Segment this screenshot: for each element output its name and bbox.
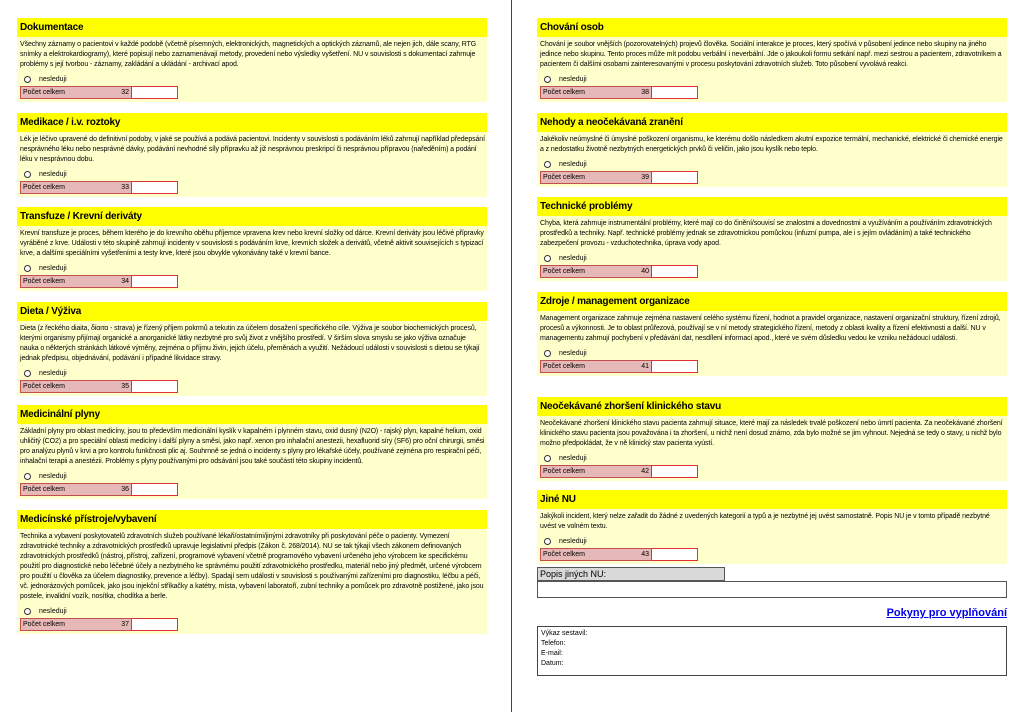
radio-button[interactable] [24,171,31,178]
total-count-row [540,360,698,373]
reporter-date[interactable]: Datum: [541,660,564,667]
total-count-label: Počet celkem [540,86,652,99]
total-count-label: Počet celkem [20,275,132,288]
category-section-1 [537,18,1007,102]
total-count-row [20,380,178,393]
total-count-input[interactable] [131,275,178,288]
section-title: Nehody a neočekávaná zranění [537,113,1007,132]
section-description: Základní plyny pro oblast medicíny, jsou to především medicinální kyslík v kapalném i plynném stavu, oxid dusný (N2O) - rajský plyn, kapalné helium, oxid uhličitý (CO2) a pro speciální oblasti medicíny i další plyny a směsi, jako např. xenon pro inhalační anestezii, hexafluorid síry (SF6) pro oční chirurgii, směsi pro analýzu plynů v krvi a pro kontrolu funkčnosti plic aj. Souhrnně se jedná o incidenty s plyny pro lékařské účely, používané zejména pro respirační péči, inhalační terapii a anestézii. Problémy s plyny používanými pro odsávání jsou také součástí této skupiny incidentů. [20,428,485,465]
total-count-label: Počet celkem [20,181,132,194]
total-count-label: Počet celkem [540,548,652,561]
radio-button[interactable] [544,76,551,83]
total-count-input[interactable] [131,618,178,631]
section-description: Neočekávané zhoršení klinického stavu pacienta zahrnují situace, které mají za následek trvalé poškození nebo úmrtí pacienta. Za neočekávané zhoršení klinického stavu pacienta jsou považována i ta zhoršení, u nichž není dosud známo, zda bylo možné se jim vyhnout. Nejedná se tedy o stavy, u nichž bylo možno předpokládat, že v ně klinický stav pacienta vyústí. [540,420,1003,447]
total-count-code: 35 [121,383,129,390]
section-body [537,216,1007,281]
radio-button[interactable] [544,455,551,462]
radio-label: nesleduji [39,264,67,272]
not-tracked-option[interactable] [540,347,1005,359]
total-count-code: 33 [121,184,129,191]
section-description: Jakýkoli incident, který nelze zařadit do žádné z uvedených kategorií a typů a je nezbytné jej uvést samostatně. Popis NU je v tomto případě nezbytné uvést ve volném textu. [540,513,990,530]
other-description-label: Popis jiných NU: [537,567,725,581]
other-description [537,567,725,598]
total-count-code: 43 [641,551,649,558]
total-count-input[interactable] [131,380,178,393]
not-tracked-option[interactable] [20,168,485,180]
section-description: Technika a vybavení poskytovatelů zdravotních služeb používané lékaři/ostatními/jinými zdravotníky při poskytování péče o pacienty. Vymezení zdravotnické techniky a zdravotnických prostředků upravuje legislativní předpis (Zákon č. 268/2014). NU se tak týkají všech zákonem definovaných zdravotnických prostředků (nástroj, přístroj, zařízení, programové vybavení včetně programového vybavení určeného jeho výrobcem ke specifickému použití pro diagnostické nebo léčebné účely a nezbytného ke správnému použití zdravotnického prostředku, materiál nebo jiný předmět, určené výrobcem pro použití u člověka za účelem diagnostiky, prevence a léčby). Spadají sem události v souvislosti s používanými zařízeními pro diagnostiku, léčbu a péči, vč. jednorázových pomůcek, jako jsou injekční stříkačky a katétry, místa, vybavení laboratoří, zubní techniky a pomůcek pro zdravotně postižené, jako jsou postele, invalidní vozík, nosítka, chodítka a berle. [20,533,484,600]
section-title: Dokumentace [17,18,487,37]
section-title: Chování osob [537,18,1007,37]
total-count-code: 42 [641,468,649,475]
category-section-4 [537,292,1007,376]
not-tracked-option[interactable] [540,252,1005,264]
radio-button[interactable] [544,161,551,168]
total-count-input[interactable] [131,483,178,496]
reporter-by[interactable]: Výkaz sestavil: [541,630,588,637]
total-count-label: Počet celkem [540,360,652,373]
section-title: Jiné NU [537,490,1007,509]
category-section-6 [17,510,487,634]
section-title: Neočekávané zhoršení klinického stavu [537,397,1007,416]
radio-button[interactable] [544,255,551,262]
not-tracked-option[interactable] [540,158,1005,170]
total-count-code: 34 [121,278,129,285]
radio-label: nesleduji [559,454,587,462]
not-tracked-option[interactable] [20,73,485,85]
total-count-label: Počet celkem [540,265,652,278]
total-count-input[interactable] [131,181,178,194]
section-description: Lék je léčivo upravené do definitivní podoby, v jaké se používá a podává pacientovi. Incidenty v souvislosti s podáváním léků zahrnují například předepsání nesprávného léku nebo nesprávné dávky, podávání nevhodné síly přípravku až již nesprávnou preskripcí či nesprávnou přípravou (naředěním) a podání léku v nesprávnou dobu. [20,136,485,163]
total-count-row [540,265,698,278]
section-body [17,37,487,102]
total-count-row [20,181,178,194]
section-title: Dieta / Výživa [17,302,487,321]
total-count-input[interactable] [651,171,698,184]
total-count-code: 37 [121,621,129,628]
radio-label: nesleduji [559,537,587,545]
not-tracked-option[interactable] [20,367,485,379]
radio-button[interactable] [24,608,31,615]
total-count-code: 39 [641,174,649,181]
radio-label: nesleduji [39,75,67,83]
total-count-row [540,171,698,184]
reporter-email[interactable]: E-mail: [541,650,563,657]
section-description: Všechny záznamy o pacientovi v každé podobě (včetně písemných, elektronických, magnetických a optických záznamů, ale nejen jich, dále scany, RTG snímky a elektrokardiogramy), které popisují nebo zaznamenávají metody, provedení nebo výsledky vyšetření. NU v souvislosti s dokumentací zahrnuje problémy s její tvorbou - záznamy, zakládání a ukládání - archivací apod. [20,41,477,68]
total-count-label: Počet celkem [540,465,652,478]
section-description: Management organizace zahrnuje zejména nastavení celého systému řízení, hodnot a pravidel organizace, nastavení organizační struktury, řízení zdrojů, procesů a výkonnosti. Je to oblast průřezová, používají se v ní metody strategického řízení, metody z oblasti kvality a řízení efektivnosti a další. NU v managementu zahrnují pochybení v předávání dat, nesdílení informací apod., které ve svém důsledku vedou ke vzniku nežádoucí události. [540,315,1001,342]
section-body [17,321,487,396]
radio-button[interactable] [24,76,31,83]
category-section-2 [537,113,1007,187]
instructions-link[interactable]: Pokyny pro vyplňování [886,607,1007,619]
total-count-row [540,86,698,99]
total-count-input[interactable] [651,465,698,478]
not-tracked-option[interactable] [20,262,485,274]
section-body [537,509,1007,564]
category-section-3 [537,197,1007,281]
total-count-label: Počet celkem [20,380,132,393]
section-title: Medicinální plyny [17,405,487,424]
other-description-input[interactable] [537,581,1007,598]
total-count-row [540,465,698,478]
not-tracked-option[interactable] [540,73,1005,85]
total-count-row [20,483,178,496]
radio-button[interactable] [24,370,31,377]
radio-label: nesleduji [39,607,67,615]
total-count-row [20,618,178,631]
total-count-input[interactable] [131,86,178,99]
radio-button[interactable] [24,473,31,480]
section-body [17,529,487,634]
section-title: Zdroje / management organizace [537,292,1007,311]
section-description: Chování je soubor vnějších (pozorovatelných) projevů člověka. Sociální interakce je proces, který spočívá v působení jedince nebo skupiny na jiného jedince nebo skupinu. Tento proces může mít podobu verbální i neverbální. Jde o jakoukoli formu setkání např. mezi sestrou a pacientem, zdravotníkem a pacientem či dalšími osobami zainteresovanými v procesu poskytování zdravotních služeb. Toto působení vyvolává reakci. [540,41,1002,68]
section-description: Krevní transfuze je proces, během kterého je do krevního oběhu příjemce vpravena krev nebo krevní složky od dárce. Krevní deriváty jsou léčivé přípravky vyráběné z krve. Události v této skupině zahrnují incidenty v souvislosti s podáváním krve, krevních složek a derivátů, včetně aktivit souvisejících s typizací krve, a dalšími speciálními vyšetřeními a testy krve, které jsou obvykle vykonávány také v krevní bance. [20,230,484,257]
total-count-label: Počet celkem [20,483,132,496]
total-count-code: 41 [641,363,649,370]
not-tracked-option[interactable] [540,535,1005,547]
not-tracked-option[interactable] [20,605,485,617]
category-section-1 [17,18,487,102]
total-count-row [540,548,698,561]
category-section-2 [17,113,487,197]
radio-button[interactable] [24,265,31,272]
radio-label: nesleduji [39,472,67,480]
total-count-row [20,86,178,99]
not-tracked-option[interactable] [540,452,1005,464]
total-count-code: 38 [641,89,649,96]
section-body [537,416,1007,481]
section-body [537,132,1007,187]
total-count-code: 36 [121,486,129,493]
radio-label: nesleduji [39,170,67,178]
category-section-4 [17,302,487,396]
total-count-input[interactable] [651,86,698,99]
radio-label: nesleduji [559,75,587,83]
section-title: Medicínské přístroje/vybavení [17,510,487,529]
section-body [537,311,1007,376]
total-count-input[interactable] [651,548,698,561]
total-count-label: Počet celkem [20,86,132,99]
total-count-input[interactable] [651,265,698,278]
total-count-input[interactable] [651,360,698,373]
section-title: Technické problémy [537,197,1007,216]
section-body [17,132,487,197]
total-count-code: 40 [641,268,649,275]
radio-label: nesleduji [559,160,587,168]
page-divider [511,0,512,712]
category-section-3 [17,207,487,291]
not-tracked-option[interactable] [20,470,485,482]
category-section-5 [537,397,1007,481]
radio-button[interactable] [544,538,551,545]
category-section-6 [537,490,1007,564]
reporter-phone[interactable]: Telefon: [541,640,566,647]
radio-label: nesleduji [559,349,587,357]
category-section-5 [17,405,487,499]
section-description: Chyba, která zahrnuje instrumentální problémy, které mají co do činění/souvisí se znalostmi a dovednostmi a využíváním a používáním zdravotnických prostředků a techniky. Např. technické problémy jednak se zdravotnickou pomůckou (infuzní pumpa, ale i s jejím ovládáním) a také technického zabezpečení provozu - vzduchotechnika, úprava vody apod. [540,220,992,247]
section-title: Medikace / i.v. roztoky [17,113,487,132]
section-body [537,37,1007,102]
total-count-row [20,275,178,288]
radio-button[interactable] [544,350,551,357]
section-description: Jakékoliv neúmyslné či úmyslné poškození organismu, ke kterému došlo následkem akutní expozice termální, mechanické, elektrické či chemické energie a z nedostatku životně nezbytných energetických prvků či veličin, jako jsou kyslík nebo teplo. [540,136,1003,153]
section-description: Dieta (z řeckého diaita, δίαιτα - strava) je řízený příjem pokrmů a tekutin za účelem dosažení specifického cíle. Výživa je soubor biochemických procesů, kterými organismy přijímají organické a anorganické látky nezbytné pro svůj život z vnějšího prostředí. V širším slova smyslu se jako výživa označuje nauka o některých stránkách látkové výměny, zejména o příjmu živin, jejich účelu, přeměnách a využití. Nežádoucí události v souvislosti s dietou se týkají jednak předpisu, objednávání, podávání i případné likvidace stravy. [20,325,480,362]
section-body [17,226,487,291]
total-count-label: Počet celkem [540,171,652,184]
section-title: Transfuze / Krevní deriváty [17,207,487,226]
reporter-box [537,626,1007,676]
total-count-code: 32 [121,89,129,96]
radio-label: nesleduji [39,369,67,377]
radio-label: nesleduji [559,254,587,262]
section-body [17,424,487,499]
total-count-label: Počet celkem [20,618,132,631]
